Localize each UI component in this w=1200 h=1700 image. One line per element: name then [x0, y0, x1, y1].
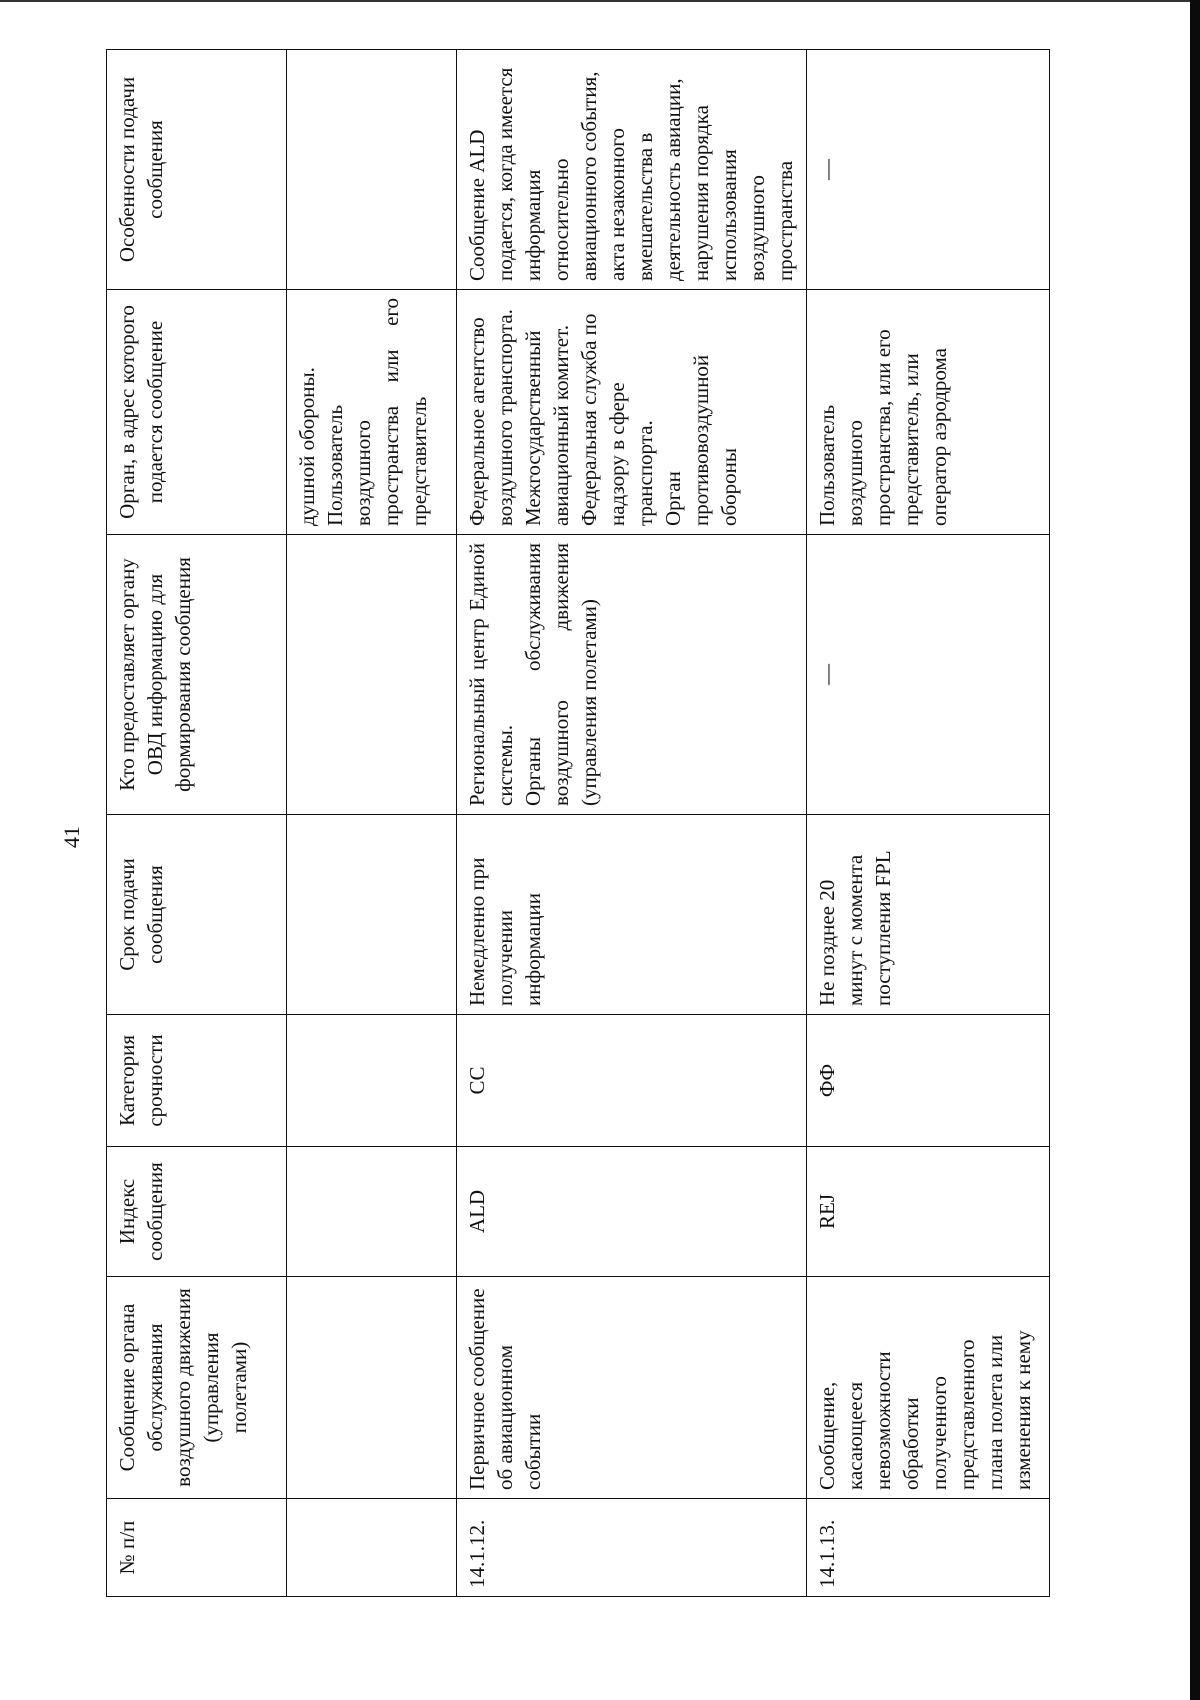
table-row: [807, 50, 1050, 1597]
dash-placeholder: —: [815, 159, 839, 180]
header-number: № п/п: [107, 1499, 287, 1597]
recipient-line: душной обороны.: [295, 367, 319, 526]
cell-number: [287, 1499, 457, 1597]
cell-category: СС: [457, 1015, 807, 1147]
provider-line: Региональный центр Единой системы.: [465, 543, 517, 806]
header-recipient: Орган, в адрес которого подается сообщение: [107, 290, 287, 535]
page-number: 41: [59, 826, 84, 848]
dash-placeholder: —: [815, 664, 839, 685]
header-term: Срок подачи сообщения: [107, 815, 287, 1015]
scan-edge-right: [1190, 0, 1200, 1700]
cell-index: [287, 1147, 457, 1277]
cell-provider: [287, 535, 457, 815]
provider-line: Органы обслуживания воздушного движения (управления полетами): [521, 543, 601, 806]
cell-message: Сообщение, касающееся невозможности обработки полученного представленного плана полета или изменения к нему: [807, 1277, 1050, 1499]
cell-notes: [287, 50, 457, 290]
cell-provider: [457, 535, 807, 815]
header-message: Сообщение органа обслуживания воздушного движения (управления полетами): [107, 1277, 287, 1499]
cell-category: ФФ: [807, 1015, 1050, 1147]
cell-message: Первичное сообщение об авиационном событии: [457, 1277, 807, 1499]
cell-category: [287, 1015, 457, 1147]
header-notes: Особенности подачи сообщения: [107, 50, 287, 290]
header-category: Категория срочности: [107, 1015, 287, 1147]
cell-notes: [807, 50, 1050, 290]
cell-provider: [807, 535, 1050, 815]
cell-number: 14.1.12.: [457, 1499, 807, 1597]
recipient-line: Межгосударственный авиационный комитет.: [521, 325, 573, 526]
recipient-line: Орган противовоздушной обороны: [661, 354, 741, 526]
message-table: [106, 49, 1050, 1597]
table-row: [457, 50, 807, 1597]
cell-recipient: [287, 290, 457, 535]
table-header-row: [107, 50, 287, 1597]
cell-recipient: [807, 290, 1050, 535]
recipient-line: Федеральная служба по надзору в сфере транспорта.: [577, 313, 657, 526]
cell-notes: Сообщение ALD подается, когда имеется информация относительно авиационного события, акта незаконного вмешательства в деятельность авиации, нарушения порядка использования воздушного пространства: [457, 50, 807, 290]
cell-index: REJ: [807, 1147, 1050, 1277]
rotated-table-wrapper: [106, 50, 1049, 1597]
scan-edge-top: [0, 0, 1200, 2]
table-row: [287, 50, 457, 1597]
cell-recipient: [457, 290, 807, 535]
header-provider: Кто предоставляет органу ОВД информацию для формирования сообщения: [107, 535, 287, 815]
cell-index: ALD: [457, 1147, 807, 1277]
cell-number: 14.1.13.: [807, 1499, 1050, 1597]
cell-term: Немедленно при получении информации: [457, 815, 807, 1015]
recipient-line: Пользователь воздушного пространства, или его представитель, или оператор аэродрома: [815, 329, 951, 526]
cell-term: Не позднее 20 минут с момента поступления FPL: [807, 815, 1050, 1015]
recipient-line: Пользователь воздушного пространства или его представитель: [323, 298, 431, 526]
cell-term: [287, 815, 457, 1015]
recipient-line: Федеральное агентство воздушного транспорта.: [465, 309, 517, 526]
cell-message: [287, 1277, 457, 1499]
header-index: Индекс сообщения: [107, 1147, 287, 1277]
